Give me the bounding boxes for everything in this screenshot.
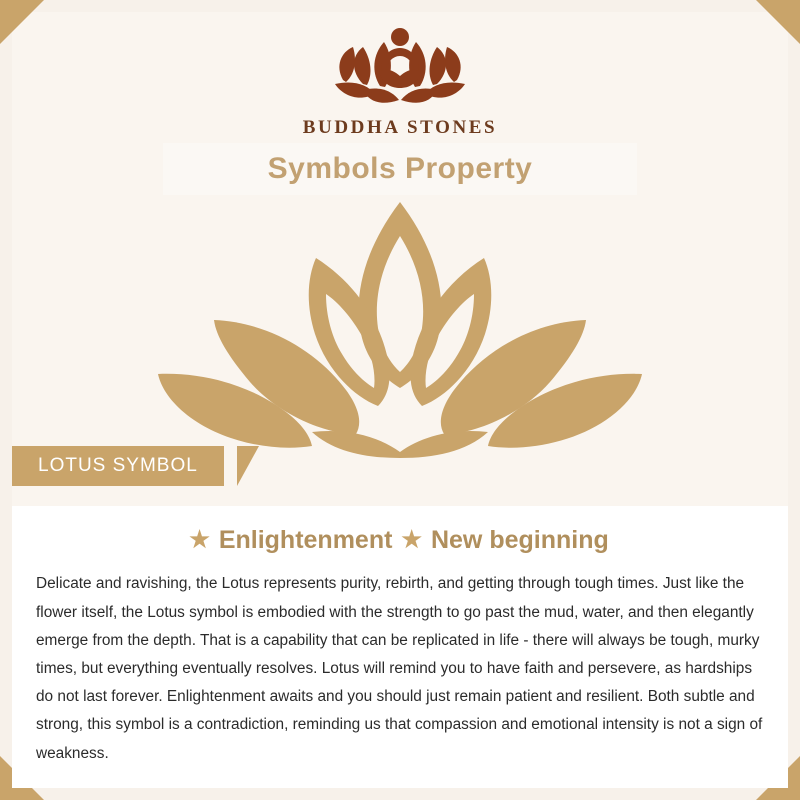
lotus-meditation-figure-icon	[0, 14, 800, 115]
description-section	[12, 506, 788, 788]
brand-name: BUDDHA STONES	[302, 117, 498, 138]
brand-block	[0, 14, 800, 139]
headline-keyword-one: Enlightenment	[218, 526, 393, 554]
symbol-label-text: LOTUS SYMBOL	[38, 455, 198, 476]
headline	[36, 526, 764, 555]
ribbon-notch-decoration	[237, 446, 259, 486]
body-paragraph: Delicate and ravishing, the Lotus represents purity, rebirth, and getting through tough times. Just like the flower itself, the Lotus symbol is embodied with the strength to go past the mud, water, and then elegantly emerge from the depth. That is a capability that can be replicated in life - there will always be tough, murky times, but everything eventually resolves. Lotus will remind you to have faith and persevere, as hardships do not last forever. Enlightenment awaits and you should just remain patient and resilient. Both subtle and strong, this symbol is a contradiction, reminding us that compassion and emotional intensity is not a sign of weakness.	[36, 575, 763, 762]
page-title: Symbols Property	[267, 152, 533, 185]
headline-keyword-two: New beginning	[430, 526, 609, 554]
hero-graphic	[0, 196, 800, 463]
symbol-label-ribbon	[12, 446, 224, 486]
title-banner	[163, 143, 637, 195]
star-icon-left: ★	[189, 526, 210, 552]
star-icon-right: ★	[401, 526, 423, 552]
